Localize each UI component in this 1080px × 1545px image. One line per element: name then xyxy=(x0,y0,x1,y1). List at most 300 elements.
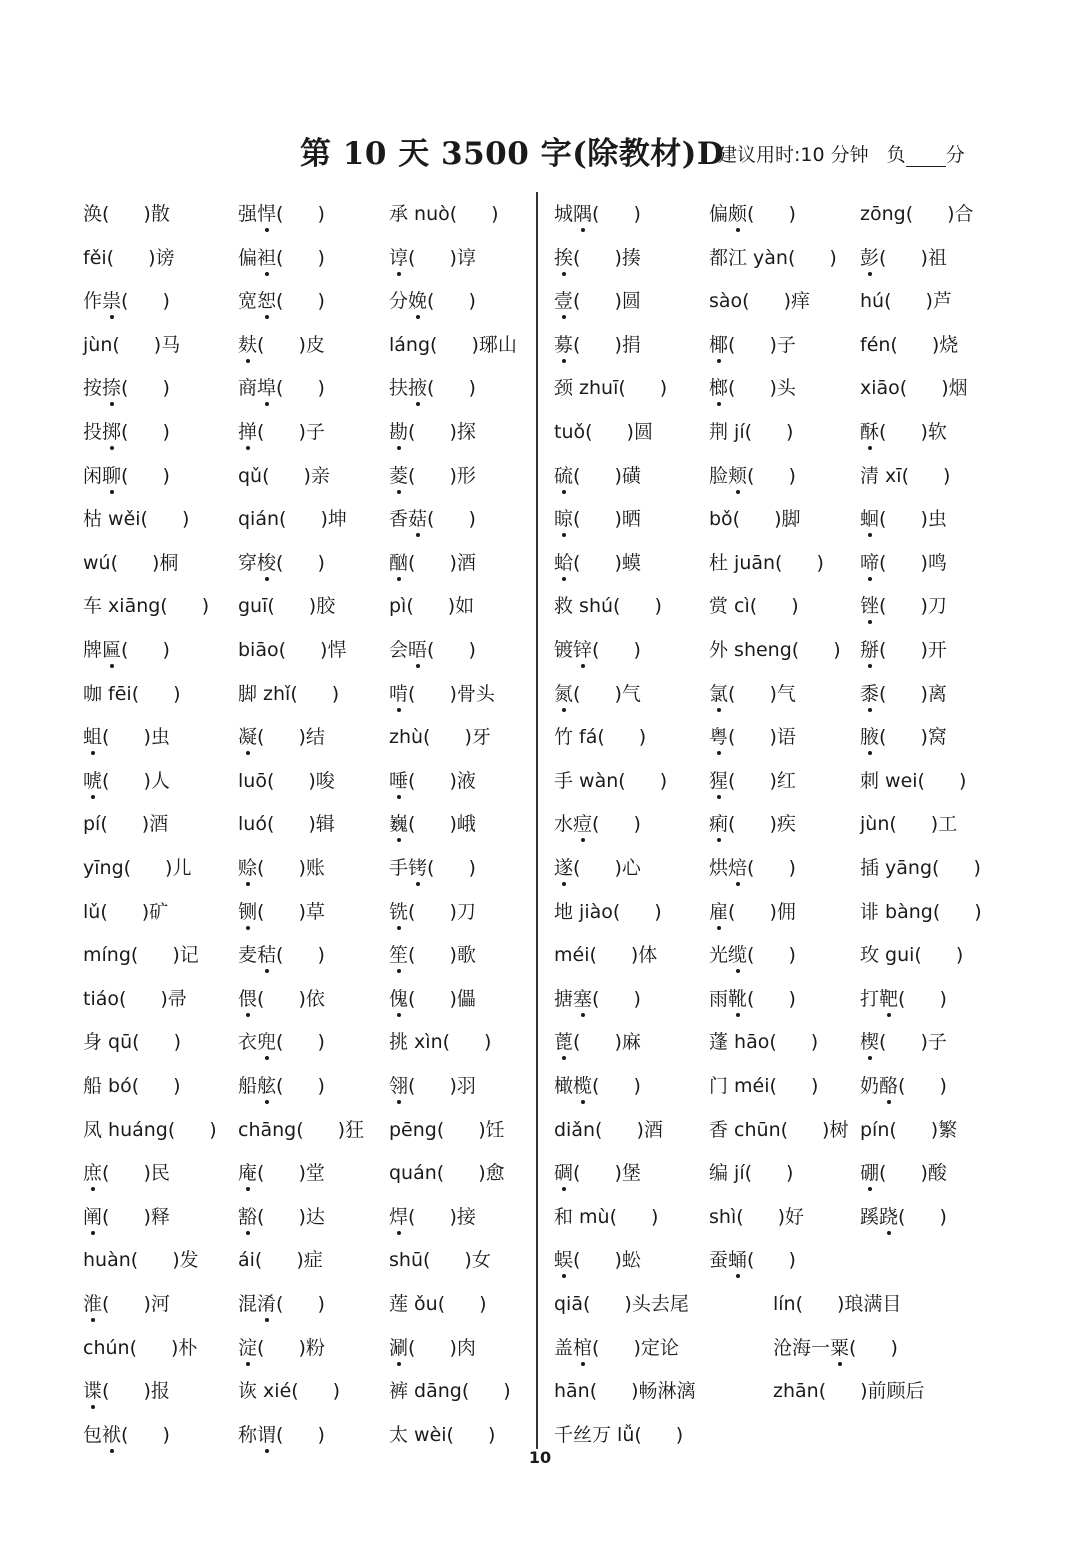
item-prefix: 酥( xyxy=(860,421,887,443)
dotted-char: 匾 xyxy=(102,639,122,661)
item-prefix: pín( xyxy=(860,1118,897,1141)
item-prefix: méi( xyxy=(554,944,597,967)
item-prefix: 啃( xyxy=(389,682,416,705)
item-suffix: ) xyxy=(317,1293,325,1315)
exercise-item xyxy=(238,504,347,531)
item-prefix: yīng( xyxy=(83,857,132,879)
item-prefix: 穿梭( xyxy=(238,551,284,574)
exercise-item xyxy=(238,940,325,967)
item-prefix: wú( xyxy=(83,551,118,574)
exercise-item xyxy=(83,243,175,270)
exercise-item xyxy=(860,243,947,270)
item-prefix: 宽恕( xyxy=(238,290,284,313)
dotted-char: 铡 xyxy=(238,900,258,923)
dotted-char: 氯 xyxy=(709,682,729,705)
item-prefix: luó( xyxy=(238,813,275,836)
dotted-char: 偎 xyxy=(238,987,258,1010)
item-suffix: ) xyxy=(816,551,824,574)
item-prefix: 按捺( xyxy=(83,377,129,400)
exercise-item xyxy=(238,897,325,924)
dotted-char: 庵 xyxy=(238,1162,258,1185)
exercise-item xyxy=(83,1333,197,1360)
item-prefix: zōng( xyxy=(860,203,914,225)
dotted-char: 兜 xyxy=(257,1031,277,1054)
exercise-item xyxy=(389,1420,495,1447)
dotted-char: 谓 xyxy=(257,1423,277,1446)
exercise-item xyxy=(709,984,796,1011)
item-suffix: )河 xyxy=(143,1293,170,1315)
dotted-char: 唾 xyxy=(389,769,409,792)
exercise-item xyxy=(554,940,657,967)
dotted-char: 靴 xyxy=(728,987,748,1010)
item-suffix: ) xyxy=(939,1205,947,1228)
exercise-item xyxy=(83,1071,181,1098)
exercise-item xyxy=(860,461,950,488)
item-prefix: 蛔( xyxy=(860,508,887,531)
item-prefix: 扶掖( xyxy=(389,377,435,400)
item-suffix: ) xyxy=(788,203,796,225)
item-suffix: ) xyxy=(955,944,964,967)
item-prefix: 牌匾( xyxy=(83,639,129,661)
item-suffix: ) xyxy=(503,1380,511,1403)
dotted-char: 黍 xyxy=(860,682,880,705)
dotted-char: 翎 xyxy=(389,1075,409,1097)
item-suffix: )子 xyxy=(769,333,796,356)
item-prefix: 唾( xyxy=(389,769,416,792)
item-suffix: ) xyxy=(162,639,170,661)
item-prefix: 诽 bàng( xyxy=(860,900,941,923)
dotted-char: 楔 xyxy=(860,1031,880,1054)
dotted-char: 彭 xyxy=(860,246,880,269)
exercise-item xyxy=(238,591,335,618)
item-suffix: )晒 xyxy=(614,508,641,531)
item-suffix: ) xyxy=(468,377,476,400)
item-suffix: )如 xyxy=(447,595,475,618)
item-suffix: )桐 xyxy=(152,551,179,574)
item-suffix: ) xyxy=(491,203,499,225)
exercise-item xyxy=(238,722,325,749)
dotted-char: 酪 xyxy=(879,1075,899,1097)
item-suffix: )软 xyxy=(920,421,947,443)
exercise-item xyxy=(238,809,335,836)
exercise-item xyxy=(860,199,974,226)
exercise-item xyxy=(554,330,641,357)
dotted-char: 榄 xyxy=(573,1075,593,1097)
item-suffix: )蚣 xyxy=(614,1249,641,1272)
exercise-item xyxy=(83,330,180,357)
exercise-item xyxy=(238,417,325,444)
exercise-item xyxy=(709,897,796,924)
item-prefix: 阐( xyxy=(83,1205,110,1228)
score-blank[interactable] xyxy=(906,148,946,167)
exercise-item xyxy=(238,1245,323,1272)
item-suffix: )佣 xyxy=(769,900,796,923)
item-prefix: chún( xyxy=(83,1336,137,1359)
item-suffix: ) xyxy=(788,987,796,1010)
item-prefix: 遂( xyxy=(554,857,581,879)
item-suffix: ) xyxy=(317,1075,325,1097)
item-suffix: )虫 xyxy=(920,508,947,531)
dotted-char: 赊 xyxy=(238,857,258,879)
item-prefix: 编 jí( xyxy=(709,1162,753,1185)
exercise-item xyxy=(238,853,325,880)
exercise-item xyxy=(860,766,966,793)
dotted-char: 豁 xyxy=(238,1205,258,1228)
exercise-item xyxy=(860,1027,947,1054)
item-prefix: 搪塞( xyxy=(554,987,600,1010)
item-suffix: )刀 xyxy=(449,900,476,923)
item-suffix: )结 xyxy=(298,726,325,749)
exercise-item xyxy=(238,199,325,226)
dotted-char: 菱 xyxy=(389,464,409,487)
dotted-char: 募 xyxy=(554,333,574,356)
item-prefix: 千丝万 lǚ( xyxy=(554,1423,642,1446)
exercise-item xyxy=(389,461,476,488)
exercise-item xyxy=(238,1202,325,1229)
item-suffix: )鸣 xyxy=(920,551,947,574)
item-prefix: 莲 ǒu( xyxy=(389,1293,446,1315)
item-prefix: chāng( xyxy=(238,1118,304,1141)
exercise-item xyxy=(83,1289,170,1316)
dotted-char: 掰 xyxy=(860,639,880,661)
item-prefix: 雇( xyxy=(709,900,736,923)
item-suffix: )胶 xyxy=(308,595,336,618)
item-suffix: ) xyxy=(675,1423,684,1446)
item-prefix: 地 jiào( xyxy=(554,900,621,923)
exercise-item xyxy=(554,1245,641,1272)
item-prefix: 蛤( xyxy=(554,551,581,574)
item-suffix: )痒 xyxy=(783,290,811,313)
dotted-char: 舷 xyxy=(257,1075,277,1097)
exercise-item xyxy=(860,1071,947,1098)
exercise-item xyxy=(83,897,168,924)
exercise-item xyxy=(389,1115,505,1142)
dotted-char: 凝 xyxy=(238,726,258,749)
item-prefix: guī( xyxy=(238,595,275,618)
dotted-char: 淮 xyxy=(83,1293,103,1315)
item-suffix: ) xyxy=(939,1075,947,1097)
item-prefix: 水痘( xyxy=(554,813,600,836)
item-suffix: )子 xyxy=(920,1031,947,1054)
item-prefix: 蹊跷( xyxy=(860,1205,906,1228)
item-suffix: ) xyxy=(173,1031,181,1054)
item-prefix: 称谓( xyxy=(238,1423,284,1446)
exercise-item xyxy=(773,1376,925,1403)
item-prefix: 盖棺( xyxy=(554,1336,600,1359)
dotted-char: 酗 xyxy=(389,551,409,574)
item-prefix: biāo( xyxy=(238,639,287,661)
item-suffix: ) xyxy=(317,1031,325,1054)
item-suffix: )蟆 xyxy=(614,551,641,574)
exercise-item xyxy=(238,243,325,270)
item-prefix: 蓖( xyxy=(554,1031,581,1054)
exercise-item xyxy=(389,199,499,226)
dotted-char: 谍 xyxy=(83,1380,103,1403)
exercise-item xyxy=(389,1071,476,1098)
item-prefix: 镀锌( xyxy=(554,639,600,661)
item-prefix: 诙 xié( xyxy=(238,1380,299,1403)
score-prefix: 负 xyxy=(886,144,906,166)
item-suffix: ) xyxy=(829,246,837,269)
item-prefix: 铡( xyxy=(238,900,265,923)
item-prefix: 混淆( xyxy=(238,1293,284,1315)
dotted-char: 塞 xyxy=(573,987,593,1010)
exercise-item xyxy=(709,199,796,226)
item-prefix: 作祟( xyxy=(83,290,129,313)
item-prefix: 身 qū( xyxy=(83,1031,140,1054)
item-prefix: 焊( xyxy=(389,1205,416,1228)
item-prefix: hān( xyxy=(554,1380,598,1403)
item-suffix: )气 xyxy=(614,682,641,705)
item-suffix: )歌 xyxy=(449,944,476,967)
item-prefix: shì( xyxy=(709,1205,744,1228)
item-prefix: 赊( xyxy=(238,857,265,879)
exercise-item xyxy=(389,635,476,662)
item-prefix: 船舷( xyxy=(238,1075,284,1097)
exercise-item xyxy=(389,679,495,706)
item-prefix: 铣( xyxy=(389,900,416,923)
exercise-item xyxy=(83,766,170,793)
item-prefix: diǎn( xyxy=(554,1118,603,1141)
item-suffix: ) xyxy=(633,203,641,225)
exercise-item xyxy=(389,591,474,618)
item-suffix: ) xyxy=(791,595,799,618)
exercise-item xyxy=(860,1202,947,1229)
dotted-char: 蛤 xyxy=(554,551,574,574)
item-prefix: 勘( xyxy=(389,421,416,443)
item-prefix: huàn( xyxy=(83,1249,139,1272)
item-prefix: qiā( xyxy=(554,1293,591,1315)
item-suffix: )畅淋漓 xyxy=(631,1380,696,1403)
exercise-item xyxy=(709,1027,818,1054)
item-suffix: ) xyxy=(468,639,476,661)
exercise-item xyxy=(554,243,641,270)
exercise-item xyxy=(83,1115,217,1142)
dotted-char: 猩 xyxy=(709,769,729,792)
item-suffix: )前顾后 xyxy=(860,1380,925,1403)
exercise-item xyxy=(83,1202,170,1229)
dotted-char: 谆 xyxy=(389,246,409,269)
item-suffix: ) xyxy=(162,1423,170,1446)
item-suffix: ) xyxy=(633,813,641,836)
item-prefix: luō( xyxy=(238,769,275,792)
item-suffix: )肉 xyxy=(449,1336,476,1359)
exercise-item xyxy=(389,940,476,967)
item-suffix: ) xyxy=(332,1380,341,1403)
item-prefix: 外 sheng( xyxy=(709,639,800,661)
item-suffix: ) xyxy=(659,769,668,792)
exercise-item xyxy=(238,679,339,706)
item-suffix: ) xyxy=(317,551,325,574)
item-suffix: )记 xyxy=(172,944,199,967)
item-prefix: 麸( xyxy=(238,333,265,356)
dotted-char: 娩 xyxy=(408,290,428,313)
exercise-item xyxy=(83,635,170,662)
item-prefix: 豁( xyxy=(238,1205,265,1228)
dotted-char: 啃 xyxy=(389,682,409,705)
item-suffix: )饪 xyxy=(478,1118,505,1141)
dotted-char: 唬 xyxy=(83,769,103,792)
item-suffix: )朴 xyxy=(171,1336,198,1359)
item-prefix: jùn( xyxy=(860,813,897,836)
item-prefix: 锉( xyxy=(860,595,887,618)
dotted-char: 锉 xyxy=(860,595,880,618)
item-prefix: 雨靴( xyxy=(709,987,755,1010)
item-suffix: ) xyxy=(201,595,210,618)
item-prefix: 船 bó( xyxy=(83,1075,140,1097)
dotted-char: 聊 xyxy=(102,464,122,487)
item-prefix: 谍( xyxy=(83,1380,110,1403)
item-suffix: )矿 xyxy=(141,900,169,923)
item-suffix: ) xyxy=(654,595,662,618)
dotted-char: 痘 xyxy=(573,813,593,836)
item-prefix: 楔( xyxy=(860,1031,887,1054)
exercise-item xyxy=(709,1071,818,1098)
exercise-item xyxy=(773,1333,898,1360)
item-suffix: )酒 xyxy=(636,1118,663,1141)
item-prefix: 承 nuò( xyxy=(389,203,458,225)
item-suffix: ) xyxy=(958,769,967,792)
item-suffix: )芦 xyxy=(925,290,952,313)
exercise-item xyxy=(389,1158,505,1185)
exercise-item xyxy=(860,984,947,1011)
item-prefix: hú( xyxy=(860,290,892,313)
exercise-item xyxy=(238,286,325,313)
item-suffix: )磺 xyxy=(614,464,641,487)
exercise-item xyxy=(238,1333,325,1360)
item-suffix: )散 xyxy=(143,203,170,225)
exercise-item xyxy=(238,330,325,357)
item-prefix: pì( xyxy=(389,595,414,618)
item-prefix: lǔ( xyxy=(83,900,108,923)
item-prefix: 壹( xyxy=(554,290,581,313)
exercise-item xyxy=(554,722,646,749)
item-prefix: 唬( xyxy=(83,769,110,792)
item-prefix: 衣兜( xyxy=(238,1031,284,1054)
exercise-item xyxy=(238,461,330,488)
exercise-item xyxy=(389,417,476,444)
dotted-char: 挨 xyxy=(554,246,574,269)
dotted-char: 阐 xyxy=(83,1205,103,1228)
item-suffix: )祖 xyxy=(920,246,947,269)
exercise-item xyxy=(709,330,796,357)
item-suffix: ) xyxy=(317,944,325,967)
item-prefix: 氮( xyxy=(554,682,581,705)
page-title: 第 10 天 3500 字(除教材)D xyxy=(300,136,725,172)
item-suffix: ) xyxy=(651,1205,659,1228)
item-suffix: )开 xyxy=(920,639,947,661)
dotted-char: 跷 xyxy=(879,1205,899,1228)
item-suffix: ) xyxy=(487,1423,496,1446)
dotted-char: 袒 xyxy=(257,246,277,269)
item-prefix: 城隅( xyxy=(554,203,600,225)
item-prefix: 颈 zhuī( xyxy=(554,377,626,400)
item-suffix: )悍 xyxy=(320,639,347,661)
exercise-item xyxy=(709,548,824,575)
item-suffix: )语 xyxy=(769,726,796,749)
item-prefix: 蚕蛹( xyxy=(709,1249,755,1272)
score-suffix: 分 xyxy=(945,144,965,166)
item-suffix: )报 xyxy=(143,1380,170,1403)
item-suffix: )树 xyxy=(822,1118,849,1141)
item-prefix: 蜈( xyxy=(554,1249,581,1272)
item-suffix: )离 xyxy=(920,682,947,705)
exercise-item xyxy=(554,286,641,313)
item-prefix: 涮( xyxy=(389,1336,416,1359)
exercise-item xyxy=(554,591,662,618)
item-prefix: fén( xyxy=(860,333,898,356)
exercise-item xyxy=(238,635,346,662)
exercise-item xyxy=(554,679,641,706)
dotted-char: 缆 xyxy=(728,944,748,967)
item-suffix: ) xyxy=(633,1075,641,1097)
item-prefix: 硼( xyxy=(860,1162,887,1185)
exercise-item xyxy=(389,548,476,575)
item-suffix: )儡 xyxy=(449,987,476,1010)
dotted-char: 麸 xyxy=(238,333,258,356)
item-prefix: 蛆( xyxy=(83,726,110,749)
item-suffix: ) xyxy=(173,682,181,705)
item-prefix: 香 chūn( xyxy=(709,1118,789,1141)
item-suffix: )刀 xyxy=(920,595,947,618)
item-suffix: )羽 xyxy=(449,1075,476,1097)
exercise-item xyxy=(554,1071,641,1098)
exercise-item xyxy=(83,286,170,313)
item-prefix: 挨( xyxy=(554,246,581,269)
item-prefix: 强悍( xyxy=(238,203,284,225)
dotted-char: 腋 xyxy=(860,726,880,749)
dotted-char: 靶 xyxy=(879,987,899,1010)
item-suffix: )好 xyxy=(777,1205,805,1228)
item-prefix: pí( xyxy=(83,813,108,836)
exercise-item xyxy=(554,1202,658,1229)
item-prefix: zhù( xyxy=(389,726,431,749)
item-prefix: zhān( xyxy=(773,1380,827,1403)
exercise-item xyxy=(709,243,837,270)
item-suffix: )烧 xyxy=(931,333,959,356)
dotted-char: 掷 xyxy=(102,421,122,443)
item-prefix: 奶酪( xyxy=(860,1075,906,1097)
exercise-item xyxy=(83,853,191,880)
exercise-item xyxy=(238,1071,325,1098)
exercise-item xyxy=(83,1027,181,1054)
item-suffix: ) xyxy=(810,1075,819,1097)
dotted-char: 遂 xyxy=(554,857,574,879)
item-prefix: 门 méi( xyxy=(709,1075,777,1097)
exercise-item xyxy=(554,373,667,400)
exercise-item xyxy=(709,722,796,749)
item-suffix: )烟 xyxy=(941,377,968,400)
dotted-char: 壹 xyxy=(554,290,574,313)
item-prefix: 橄榄( xyxy=(554,1075,600,1097)
exercise-item xyxy=(709,504,801,531)
item-prefix: 荆 jí( xyxy=(709,421,753,443)
item-prefix: láng( xyxy=(389,333,438,356)
dotted-char: 秸 xyxy=(257,944,277,967)
exercise-item xyxy=(709,373,796,400)
item-prefix: 蓬 hāo( xyxy=(709,1031,777,1054)
exercise-item xyxy=(860,548,947,575)
item-suffix: )症 xyxy=(296,1249,323,1272)
dotted-char: 笙 xyxy=(389,944,409,967)
item-prefix: 偏袒( xyxy=(238,246,284,269)
dotted-char: 掸 xyxy=(238,421,258,443)
item-suffix: )马 xyxy=(153,333,181,356)
item-prefix: qián( xyxy=(238,508,287,531)
item-prefix: 啼( xyxy=(860,551,887,574)
dotted-char: 袱 xyxy=(102,1423,122,1446)
exercise-item xyxy=(554,1333,679,1360)
